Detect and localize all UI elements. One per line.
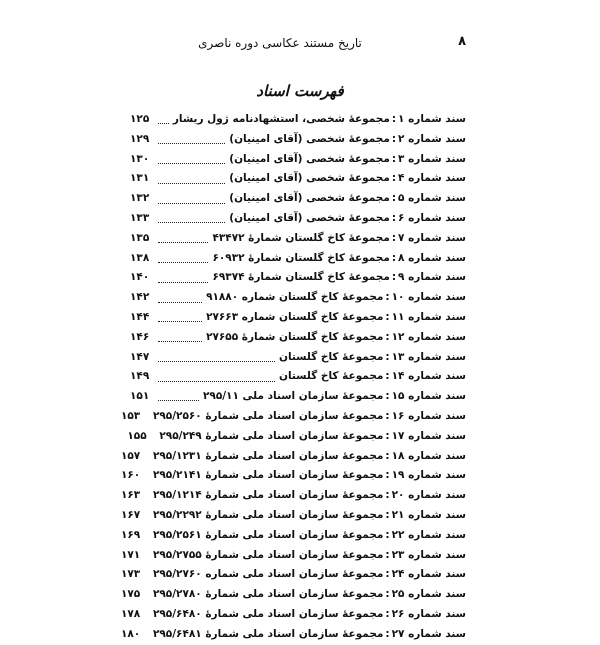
entry-page: ۱۵۷	[120, 449, 141, 462]
table-of-contents	[120, 110, 466, 645]
toc-entry	[120, 466, 466, 486]
entry-number: سند شماره ۱۳	[391, 350, 466, 363]
entry-number: سند شماره ۱۹	[391, 469, 466, 482]
entry-page: ۱۴۰	[130, 271, 150, 284]
entry-title: مجموعهٔ سازمان اسناد ملی شمارهٔ ۲۹۵/۲۵۶۱	[152, 528, 384, 541]
dot-leader	[158, 254, 208, 263]
toc-entry	[130, 189, 466, 209]
entry-page: ۱۶۳	[120, 489, 141, 502]
entry-separator: :	[391, 251, 397, 264]
entry-number: سند شماره ۱۱	[391, 310, 466, 323]
dot-leader	[158, 393, 199, 402]
toc-entry	[120, 565, 466, 585]
entry-page: ۱۶۰	[120, 469, 141, 482]
toc-entry	[120, 585, 466, 605]
toc-entry	[120, 546, 466, 566]
entry-separator: :	[385, 429, 390, 442]
dot-leader	[158, 313, 202, 322]
entry-separator: :	[385, 330, 390, 343]
entry-number: سند شماره ۳	[398, 152, 466, 165]
toc-entry	[130, 229, 466, 249]
dot-leader	[158, 135, 225, 144]
entry-number: سند شماره ۹	[398, 271, 466, 284]
entry-title: مجموعهٔ شخصی، استشهادنامه ژول ریشار	[172, 113, 390, 125]
entry-page: ۱۸۰	[120, 627, 141, 640]
entry-title: مجموعهٔ کاخ گلستان شماره ۲۷۶۶۳	[206, 310, 384, 323]
dot-leader	[158, 234, 208, 243]
dot-leader	[158, 175, 225, 184]
entry-page: ۱۲۹	[130, 132, 150, 145]
entry-title: مجموعهٔ کاخ گلستان شمارهٔ ۲۷۶۵۵	[206, 330, 384, 343]
section-title: فهرست اسناد	[256, 82, 344, 100]
entry-page: ۱۳۲	[130, 192, 150, 205]
toc-entry	[130, 308, 466, 328]
entry-number: سند شماره ۲۴	[391, 568, 466, 581]
toc-entry	[130, 268, 466, 288]
dot-leader	[158, 353, 275, 362]
dot-leader	[158, 373, 275, 382]
entry-separator: :	[385, 390, 390, 403]
entry-page: ۱۳۱	[130, 172, 150, 185]
toc-entry	[120, 605, 466, 625]
entry-number: سند شماره ۱۲	[391, 330, 466, 343]
entry-separator: :	[385, 588, 390, 601]
entry-separator: :	[385, 449, 390, 462]
toc-entry	[120, 506, 466, 526]
entry-page: ۱۴۷	[130, 350, 150, 363]
toc-entry	[120, 407, 466, 427]
entry-page: ۱۴۹	[130, 370, 150, 383]
page-number: ۸	[458, 34, 466, 49]
entry-page: ۱۶۹	[120, 528, 141, 541]
entry-title: مجموعهٔ سازمان اسناد ملی شمارهٔ ۲۹۵/۲۷۸۰	[152, 588, 384, 601]
entry-page: ۱۴۲	[130, 291, 150, 304]
toc-entry	[130, 387, 466, 407]
entry-page: ۱۲۵	[130, 113, 150, 125]
entry-number: سند شماره ۲۱	[391, 508, 466, 521]
entry-separator: :	[391, 271, 397, 284]
entry-separator: :	[385, 409, 390, 422]
entry-number: سند شماره ۸	[398, 251, 466, 264]
entry-separator: :	[391, 113, 397, 125]
entry-title: مجموعهٔ سازمان اسناد ملی ۲۹۵/۱۱	[203, 390, 384, 403]
entry-number: سند شماره ۱۵	[391, 390, 466, 403]
entry-separator: :	[391, 152, 397, 165]
dot-leader	[158, 294, 202, 303]
dot-leader	[158, 274, 208, 283]
running-head: تاریخ مستند عکاسی دوره ناصری	[198, 36, 362, 50]
dot-leader	[158, 214, 225, 223]
entry-title: مجموعهٔ شخصی (آقای امینیان)	[229, 211, 390, 224]
entry-separator: :	[385, 370, 390, 383]
entry-title: مجموعهٔ کاخ گلستان شمارهٔ ۴۳۴۷۲	[212, 231, 390, 244]
entry-title: مجموعهٔ سازمان اسناد ملی شمارهٔ ۲۹۵/۶۴۸۱	[152, 627, 384, 640]
entry-page: ۱۵۱	[130, 390, 150, 403]
entry-separator: :	[385, 489, 390, 502]
entry-page: ۱۷۵	[120, 588, 141, 601]
toc-entry	[130, 249, 466, 269]
toc-entry	[130, 348, 466, 368]
entry-page: ۱۳۵	[130, 231, 150, 244]
entry-number: سند شماره ۲۲	[391, 528, 466, 541]
entry-title: مجموعهٔ سازمان اسناد ملی شمارهٔ ۲۹۵/۲۴۹	[159, 429, 384, 442]
dot-leader	[158, 115, 169, 124]
entry-separator: :	[385, 469, 390, 482]
entry-separator: :	[385, 350, 390, 363]
entry-number: سند شماره ۲۷	[391, 627, 466, 640]
entry-number: سند شماره ۴	[398, 172, 466, 185]
entry-page: ۱۳۸	[130, 251, 150, 264]
entry-separator: :	[385, 310, 390, 323]
entry-number: سند شماره ۱۰	[391, 291, 466, 304]
dot-leader	[158, 195, 225, 204]
entry-separator: :	[391, 231, 397, 244]
entry-number: سند شماره ۱	[398, 113, 466, 125]
toc-entry	[120, 447, 466, 467]
entry-number: سند شماره ۱۸	[391, 449, 466, 462]
entry-title: مجموعهٔ کاخ گلستان شمارهٔ ۶۹۳۷۴	[212, 271, 390, 284]
entry-number: سند شماره ۷	[398, 231, 466, 244]
toc-entry	[120, 486, 466, 506]
entry-page: ۱۳۰	[130, 152, 150, 165]
toc-entry	[130, 288, 466, 308]
toc-entry	[120, 625, 466, 645]
entry-separator: :	[391, 211, 397, 224]
entry-number: سند شماره ۶	[398, 211, 466, 224]
entry-title: مجموعهٔ سازمان اسناد ملی شمارهٔ ۲۹۵/۱۲۳۱	[152, 449, 384, 462]
toc-entry	[127, 427, 466, 447]
toc-entry	[130, 130, 466, 150]
entry-number: سند شماره ۲۳	[391, 548, 466, 561]
entry-number: سند شماره ۱۷	[391, 429, 466, 442]
entry-separator: :	[385, 528, 390, 541]
toc-entry	[130, 367, 466, 387]
entry-separator: :	[391, 172, 397, 185]
entry-title: مجموعهٔ سازمان اسناد ملی شمارهٔ ۲۹۵/۶۴۸۰	[152, 607, 384, 620]
entry-page: ۱۵۵	[127, 429, 147, 442]
toc-entry	[130, 169, 466, 189]
entry-number: سند شماره ۲۶	[391, 607, 466, 620]
entry-page: ۱۴۴	[130, 310, 150, 323]
toc-entry	[130, 328, 466, 348]
toc-entry	[120, 526, 466, 546]
entry-number: سند شماره ۲۰	[391, 489, 466, 502]
entry-page: ۱۷۳	[120, 568, 141, 581]
entry-separator: :	[391, 132, 397, 145]
entry-title: مجموعهٔ سازمان اسناد ملی شمارهٔ ۲۹۵/۲۱۴۱	[152, 469, 384, 482]
dot-leader	[158, 333, 202, 342]
entry-number: سند شماره ۲۵	[391, 588, 466, 601]
entry-page: ۱۷۸	[120, 607, 141, 620]
entry-title: مجموعهٔ کاخ گلستان شماره ۹۱۸۸۰	[206, 291, 384, 304]
entry-title: مجموعهٔ کاخ گلستان شمارهٔ ۶۰۹۳۲	[212, 251, 390, 264]
entry-title: مجموعهٔ سازمان اسناد ملی شمارهٔ ۲۹۵/۲۷۵۵	[152, 548, 384, 561]
entry-title: مجموعهٔ سازمان اسناد ملی شمارهٔ ۲۹۵/۲۵۶۰	[152, 409, 384, 422]
toc-entry	[130, 150, 466, 170]
entry-title: مجموعهٔ شخصی (آقای امینیان)	[229, 172, 390, 185]
entry-separator: :	[385, 627, 390, 640]
entry-title: مجموعهٔ شخصی (آقای امینیان)	[229, 132, 390, 145]
entry-number: سند شماره ۵	[398, 192, 466, 205]
entry-title: مجموعهٔ کاخ گلستان	[278, 350, 384, 363]
entry-page: ۱۳۳	[130, 211, 150, 224]
entry-number: سند شماره ۱۴	[391, 370, 466, 383]
entry-page: ۱۶۷	[120, 508, 141, 521]
entry-title: مجموعهٔ سازمان اسناد ملی شمارهٔ ۲۹۵/۱۲۱۴	[152, 489, 384, 502]
entry-title: مجموعهٔ سازمان اسناد ملی شماره ۲۹۵/۲۷۶۰	[152, 568, 384, 581]
toc-entry	[130, 110, 466, 130]
entry-title: مجموعهٔ کاخ گلستان	[278, 370, 384, 383]
entry-title: مجموعهٔ سازمان اسناد ملی شمارهٔ ۲۹۵/۲۲۹۲	[152, 508, 384, 521]
dot-leader	[158, 155, 225, 164]
entry-number: سند شماره ۱۶	[391, 409, 466, 422]
entry-separator: :	[385, 508, 390, 521]
entry-title: مجموعهٔ شخصی (آقای امینیان)	[229, 152, 390, 165]
entry-separator: :	[385, 568, 390, 581]
entry-page: ۱۴۶	[130, 330, 150, 343]
entry-separator: :	[385, 548, 390, 561]
entry-separator: :	[391, 192, 397, 205]
toc-entry	[130, 209, 466, 229]
entry-title: مجموعهٔ شخصی (آقای امینیان)	[229, 192, 390, 205]
entry-number: سند شماره ۲	[398, 132, 466, 145]
entry-page: ۱۵۳	[120, 409, 141, 422]
entry-separator: :	[385, 607, 390, 620]
entry-page: ۱۷۱	[120, 548, 141, 561]
entry-separator: :	[385, 291, 390, 304]
